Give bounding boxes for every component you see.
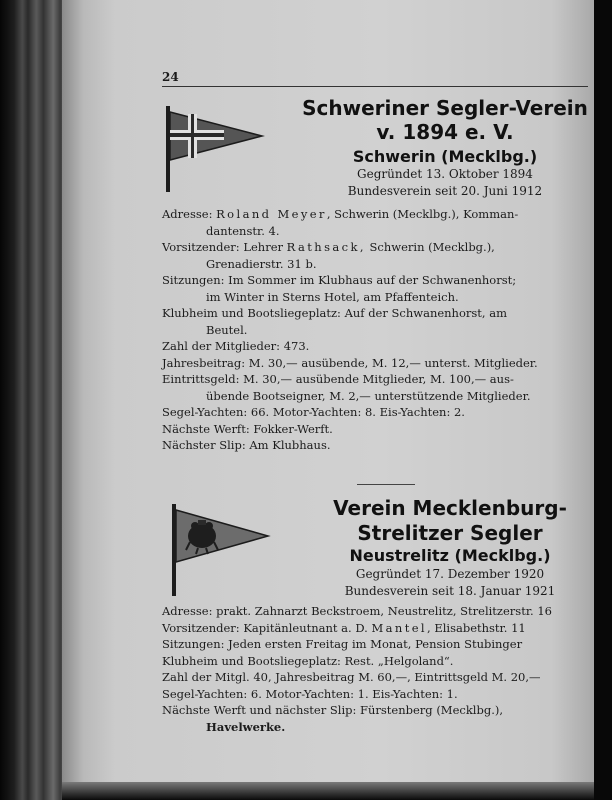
club2-adresse: Adresse: prakt. Zahnarzt Beckstroem, Neustrelitz, Strelitzerstr. 16 — [162, 604, 552, 618]
club1-name-line2: v. 1894 e. V. — [376, 120, 514, 144]
club2-klubheim: Klubheim und Bootsliegeplatz: Rest. „Helgoland“. — [162, 653, 454, 668]
page-shadow-bottom — [62, 782, 594, 800]
club1-jahresbeitrag: Jahresbeitrag: M. 30,— ausübende, M. 12,— unterst. Mitglieder. — [162, 355, 538, 370]
club2-city: Neustrelitz (Mecklbg.) — [349, 546, 551, 565]
club1-federation: Bundesverein seit 20. Juni 1912 — [347, 184, 543, 198]
club2-founded: Gegründet 17. Dezember 1920 — [355, 567, 545, 581]
burgee-neustrelitz-icon — [168, 502, 274, 598]
club1-slip: Nächster Slip: Am Klubhaus. — [162, 438, 331, 452]
club1-entries — [162, 206, 594, 454]
club2-name-line1: Verein Mecklenburg- — [333, 496, 567, 520]
club1-eintrittsgeld: Eintrittsgeld: M. 30,— ausübende Mitglieder, M. 100,— aus- übende Bootseigner, M. 2,— unterstützende Mitglieder. — [162, 372, 531, 403]
club1-founded: Gegründet 13. Oktober 1894 — [357, 167, 533, 181]
club2-name-line2: Strelitzer Segler — [357, 521, 543, 545]
club1-klubheim: Klubheim und Bootsliegeplatz: Auf der Schwanenhorst, am Beutel. — [162, 306, 507, 337]
club2-yachten: Segel-Yachten: 6. Motor-Yachten: 1. Eis-Yachten: 1. — [162, 686, 458, 701]
club2-federation: Bundesverein seit 18. Januar 1921 — [344, 584, 556, 598]
club2-mitglieder: Zahl der Mitgl. 40, Jahresbeitrag M. 60,—, Eintrittsgeld M. 20,— — [162, 670, 541, 684]
club2-werft: Nächste Werft und nächster Slip: Fürstenberg (Mecklbg.), Havelwerke. — [162, 703, 503, 734]
club1-vorsitzender: Vorsitzender: Lehrer Rathsack, Schwerin (Mecklbg.), Grenadierstr. 31 b. — [162, 240, 495, 271]
club1-name-line1: Schweriner Segler-Verein — [302, 96, 588, 120]
burgee-schwerin-icon — [164, 104, 268, 194]
club1-werft: Nächste Werft: Fokker-Werft. — [162, 421, 333, 436]
club1-mitglieder: Zahl der Mitglieder: 473. — [162, 339, 310, 353]
header-rule — [162, 86, 588, 87]
club2-vorsitzender: Vorsitzender: Kapitänleutnant a. D. Mantel, Elisabethstr. 11 — [162, 620, 526, 635]
club1-city: Schwerin (Mecklbg.) — [352, 147, 538, 166]
page-shadow-right — [594, 0, 612, 800]
book-edge — [0, 0, 70, 800]
club2-entries — [162, 603, 590, 735]
club1-yachten: Segel-Yachten: 66. Motor-Yachten: 8. Eis-Yachten: 2. — [162, 405, 465, 419]
page-number: 24 — [162, 70, 179, 84]
club1-adresse: Adresse: Roland Meyer, Schwerin (Mecklbg.), Komman- dantenstr. 4. — [162, 207, 519, 238]
club2-sitzungen: Sitzungen: Jeden ersten Freitag im Monat, Pension Stubinger — [162, 637, 523, 651]
club1-sitzungen: Sitzungen: Im Sommer im Klubhaus auf der Schwanenhorst; im Winter in Sterns Hotel, am Pfaffenteich. — [162, 273, 517, 304]
section-divider — [357, 484, 415, 485]
